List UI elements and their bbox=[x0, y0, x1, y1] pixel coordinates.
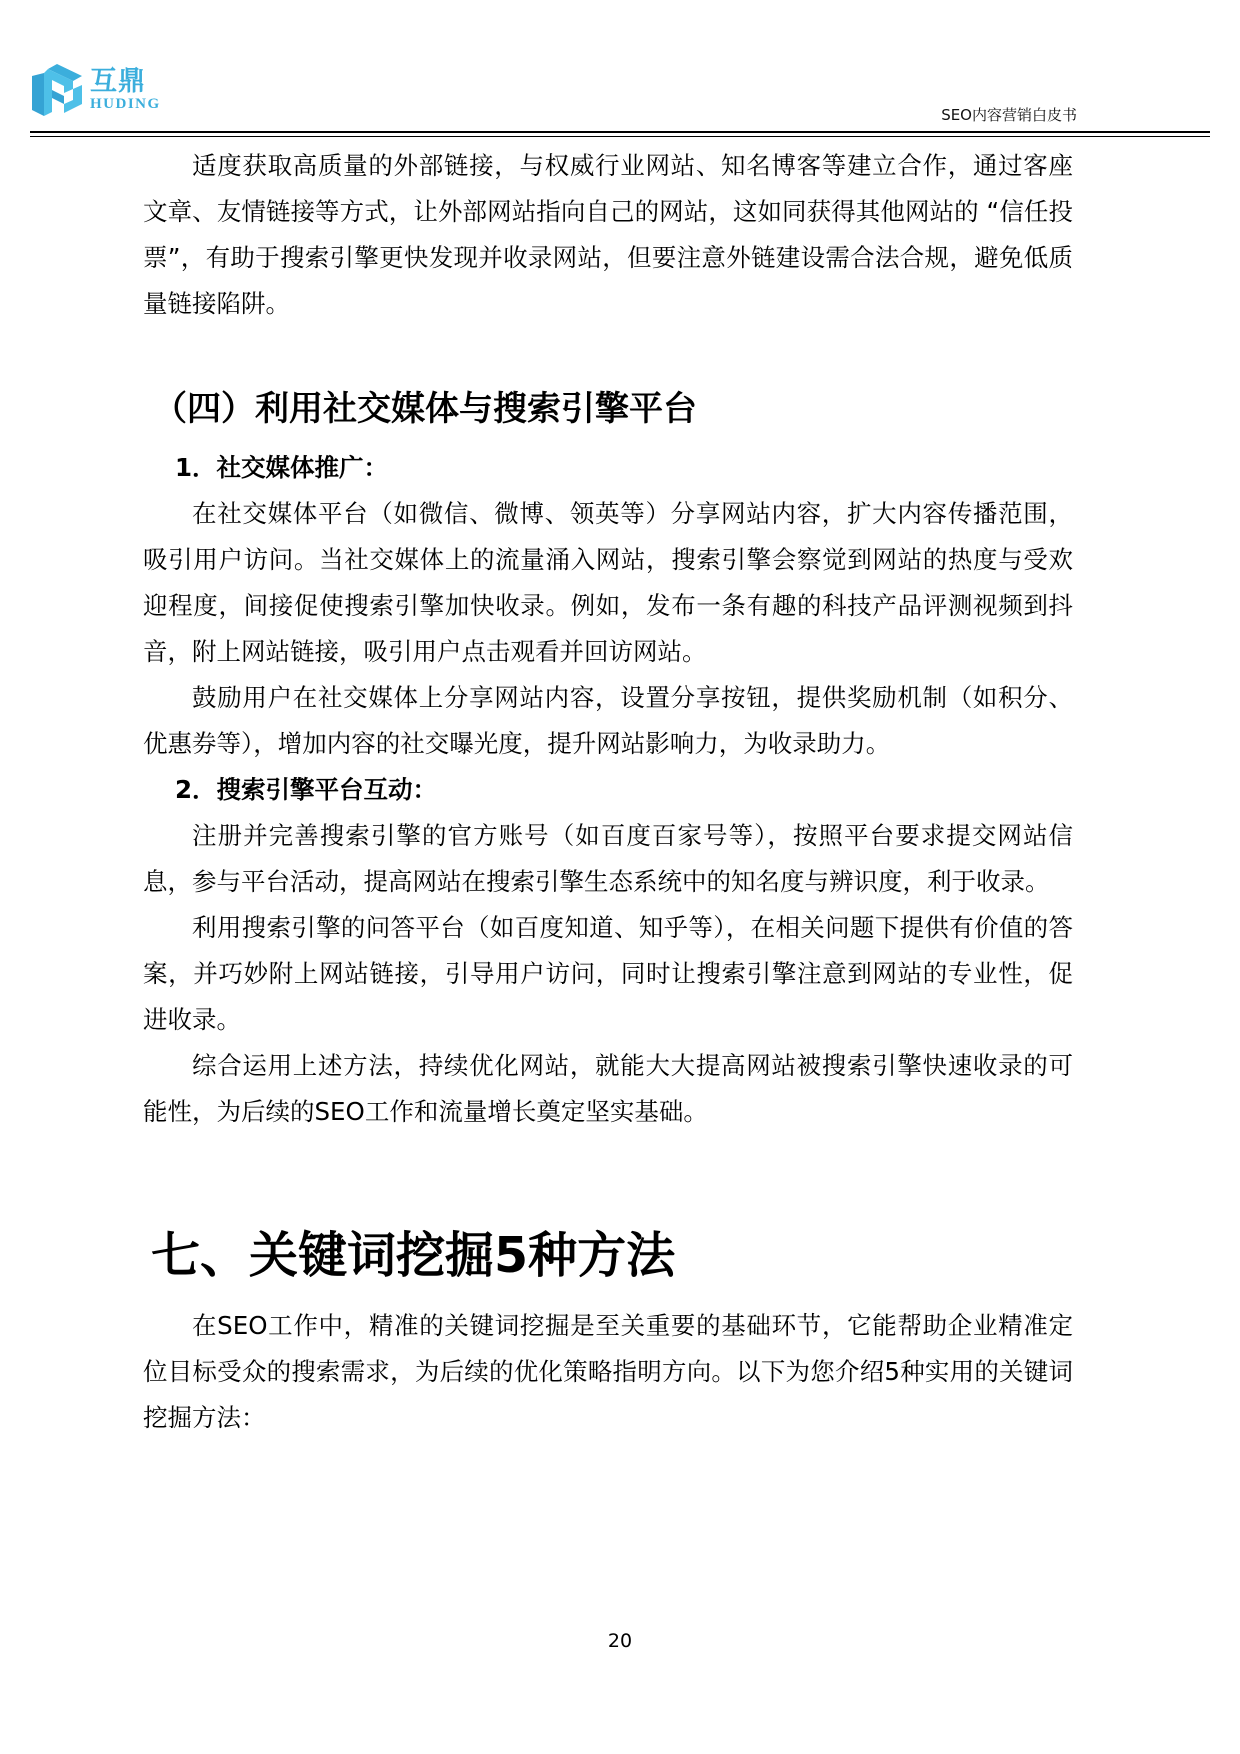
document-header-title: SEO内容营销白皮书 bbox=[941, 106, 1077, 124]
paragraph-qa-platforms: 利用搜索引擎的问答平台（如百度知道、知乎等），在相关问题下提供有价值的答案，并巧妙附上网站链接，引导用户访问，同时让搜索引擎注意到网站的专业性，促进收录。 bbox=[143, 913, 1073, 1034]
logo-chinese-name: 互鼎 bbox=[90, 66, 146, 97]
page-number: 20 bbox=[607, 1630, 633, 1652]
logo-wordmark bbox=[90, 68, 161, 112]
header-divider-thick bbox=[30, 131, 1210, 133]
subheading-search-platform-interaction: 2．搜索引擎平台互动： bbox=[175, 775, 438, 804]
document-body bbox=[143, 143, 1073, 1441]
header-divider-thin bbox=[30, 136, 1210, 137]
paragraph-external-links: 适度获取高质量的外部链接，与权威行业网站、知名博客等建立合作，通过客座文章、友情链接等方式，让外部网站指向自己的网站，这如同获得其他网站的 “信任投票”，有助于搜索引擎更快发现并收录网站，但要注意外链建设需合法合规，避免低质量链接陷阱。 bbox=[143, 151, 1073, 318]
spacer bbox=[143, 1135, 1073, 1221]
huding-cube-logo-icon bbox=[30, 62, 84, 118]
page-header bbox=[0, 0, 1240, 132]
section-heading-social-media-search-platforms: （四）利用社交媒体与搜索引擎平台 bbox=[153, 389, 697, 429]
spacer bbox=[143, 327, 1073, 385]
paragraph-social-media-sharing: 在社交媒体平台（如微信、微博、领英等）分享网站内容，扩大内容传播范围，吸引用户访问。当社交媒体上的流量涌入网站，搜索引擎会察觉到网站的热度与受欢迎程度，间接促使搜索引擎加快收录。例如，发布一条有趣的科技产品评测视频到抖音，附上网站链接，吸引用户点击观看并回访网站。 bbox=[143, 499, 1073, 666]
logo-english-name: HUDING bbox=[90, 96, 161, 112]
company-logo bbox=[30, 62, 161, 118]
spacer bbox=[143, 1291, 1073, 1303]
chapter-heading-keyword-mining: 七、关键词挖掘5种方法 bbox=[151, 1227, 676, 1284]
spacer bbox=[143, 433, 1073, 445]
paragraph-keyword-mining-intro: 在SEO工作中，精准的关键词挖掘是至关重要的基础环节，它能帮助企业精准定位目标受众的搜索需求，为后续的优化策略指明方向。以下为您介绍5种实用的关键词挖掘方法： bbox=[143, 1311, 1073, 1432]
paragraph-user-sharing-incentives: 鼓励用户在社交媒体上分享网站内容，设置分享按钮，提供奖励机制（如积分、优惠券等），增加内容的社交曝光度，提升网站影响力，为收录助力。 bbox=[143, 683, 1073, 758]
paragraph-summary-methods: 综合运用上述方法，持续优化网站，就能大大提高网站被搜索引擎快速收录的可能性，为后续的SEO工作和流量增长奠定坚实基础。 bbox=[143, 1051, 1073, 1126]
paragraph-official-accounts: 注册并完善搜索引擎的官方账号（如百度百家号等），按照平台要求提交网站信息，参与平台活动，提高网站在搜索引擎生态系统中的知名度与辨识度，利于收录。 bbox=[143, 821, 1073, 896]
subheading-social-media-promotion: 1．社交媒体推广： bbox=[175, 453, 389, 482]
